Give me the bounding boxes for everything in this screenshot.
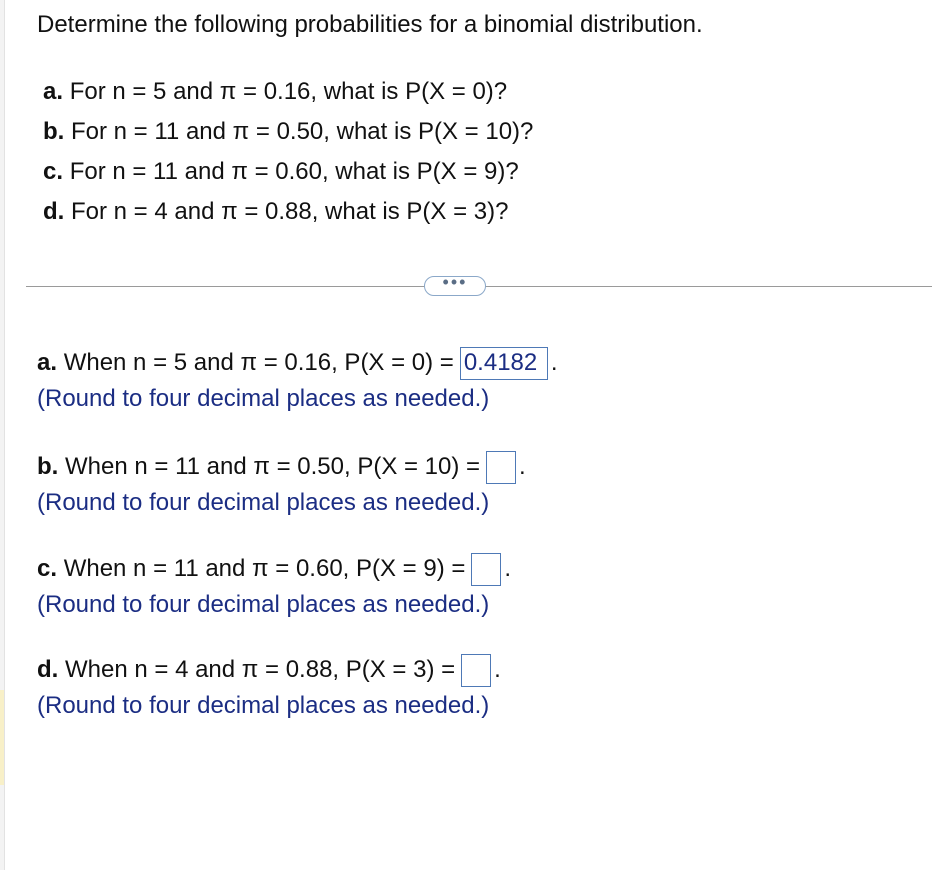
answer-line [37,552,511,586]
answer-period: . [550,349,558,376]
question-d [43,192,533,232]
answer-prompt: When n = 5 and π = 0.16, P(X = 0) = [63,349,454,376]
answer-line [37,346,558,380]
left-panel-highlight [0,690,4,785]
question-a [43,72,533,112]
answer-input-c[interactable] [471,553,501,586]
answer-input-b[interactable] [486,451,516,484]
question-letter: c. [43,158,64,185]
answer-period: . [519,453,526,480]
question-list [43,72,533,232]
question-letter: a. [43,78,64,105]
answer-period: . [494,656,501,683]
question-b [43,112,533,152]
answer-letter: c. [37,555,58,582]
answer-a [37,346,558,416]
question-text: For n = 5 and π = 0.16, what is P(X = 0)? [69,78,508,105]
answer-letter: b. [37,453,59,480]
answer-input-d[interactable] [461,654,491,687]
question-header: Determine the following probabilities for a binomial distribution. [37,11,703,38]
left-panel-edge [0,0,5,870]
rounding-note: (Round to four decimal places as needed.) [37,489,490,516]
answer-period: . [504,555,512,582]
answer-line [37,653,501,687]
rounding-note: (Round to four decimal places as needed.) [37,692,490,719]
question-c [43,152,533,192]
answer-b [37,450,526,520]
answer-letter: d. [37,656,59,683]
answer-line [37,450,526,484]
rounding-note: (Round to four decimal places as needed.) [37,385,490,412]
answer-prompt: When n = 11 and π = 0.60, P(X = 9) = [63,555,466,582]
answer-d [37,653,501,723]
question-text: For n = 11 and π = 0.50, what is P(X = 10)? [71,118,534,145]
question-text: For n = 11 and π = 0.60, what is P(X = 9)? [69,158,519,185]
rounding-note: (Round to four decimal places as needed.) [37,591,490,618]
answer-input-a[interactable]: 0.4182 [460,347,548,380]
answer-prompt: When n = 11 and π = 0.50, P(X = 10) = [65,453,481,480]
answer-prompt: When n = 4 and π = 0.88, P(X = 3) = [65,656,456,683]
question-letter: b. [43,118,65,145]
question-text: For n = 4 and π = 0.88, what is P(X = 3)? [71,198,509,225]
answer-letter: a. [37,349,58,376]
question-letter: d. [43,198,65,225]
answer-c [37,552,511,622]
more-options-button[interactable]: ••• [424,276,486,296]
